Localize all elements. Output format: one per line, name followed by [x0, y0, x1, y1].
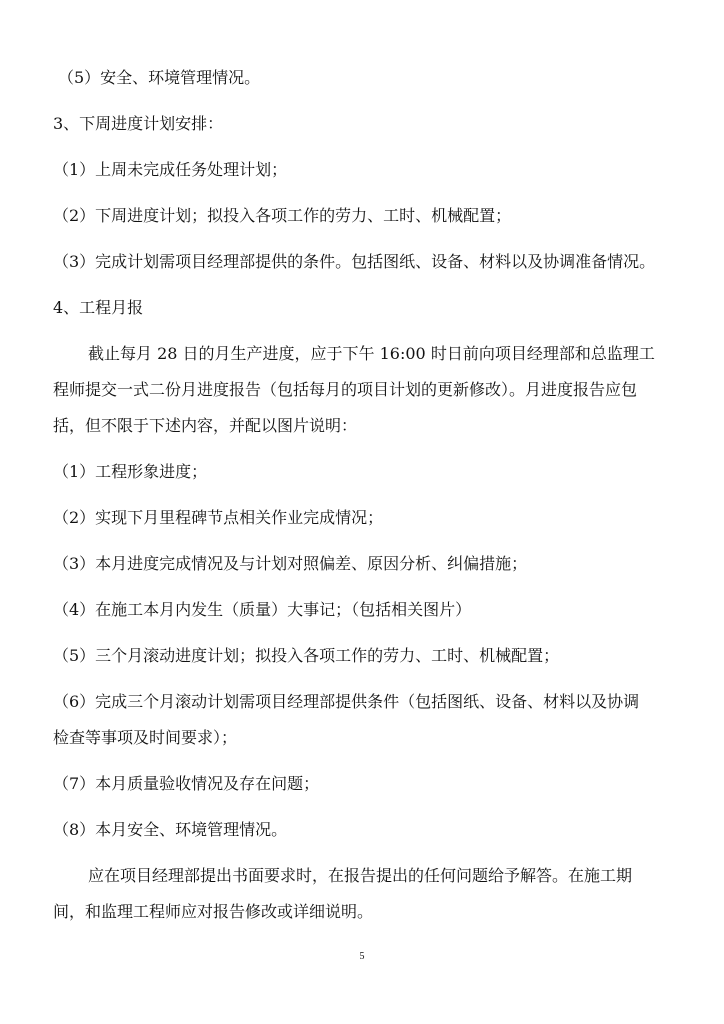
section-heading: 4、工程月报 [53, 298, 144, 317]
paragraph-line: 截止每月 28 日的月生产进度，应于下午 16:00 时日前向项目经理部和总监理工 [88, 344, 655, 363]
list-item: （7）本月质量验收情况及存在问题； [53, 774, 320, 793]
list-item: （5）三个月滚动进度计划；拟投入各项工作的劳力、工时、机械配置； [53, 646, 560, 665]
paragraph-line: 应在项目经理部提出书面要求时，在报告提出的任何问题给予解答。在施工期 [88, 866, 633, 885]
section-heading: 3、下周进度计划安排： [53, 114, 224, 133]
page-number: 5 [359, 951, 365, 962]
list-item: （3）本月进度完成情况及与计划对照偏差、原因分析、纠偏措施； [53, 554, 528, 573]
list-item: （2）实现下月里程碑节点相关作业完成情况； [53, 508, 384, 527]
list-item: （3）完成计划需项目经理部提供的条件。包括图纸、设备、材料以及协调准备情况。 [53, 252, 656, 271]
paragraph-line: 程师提交一式二份月进度报告（包括每月的项目计划的更新修改）。月进度报告应包 [53, 380, 638, 399]
list-item: （6）完成三个月滚动计划需项目经理部提供条件（包括图纸、设备、材料以及协调 [53, 692, 640, 711]
list-item: （1）工程形象进度； [53, 462, 208, 481]
list-item-continuation: 检查等事项及时间要求）； [53, 728, 238, 747]
text-line: （5）安全、环境管理情况。 [58, 68, 261, 87]
list-item: （8）本月安全、环境管理情况。 [53, 820, 288, 839]
paragraph-line: 间，和监理工程师应对报告修改或详细说明。 [53, 902, 374, 921]
list-item: （4）在施工本月内发生（质量）大事记；（包括相关图片） [53, 600, 472, 619]
paragraph-line: 括，但不限于下述内容，并配以图片说明： [53, 416, 358, 435]
list-item: （1）上周未完成任务处理计划； [53, 160, 288, 179]
list-item: （2）下周进度计划；拟投入各项工作的劳力、工时、机械配置； [53, 206, 512, 225]
